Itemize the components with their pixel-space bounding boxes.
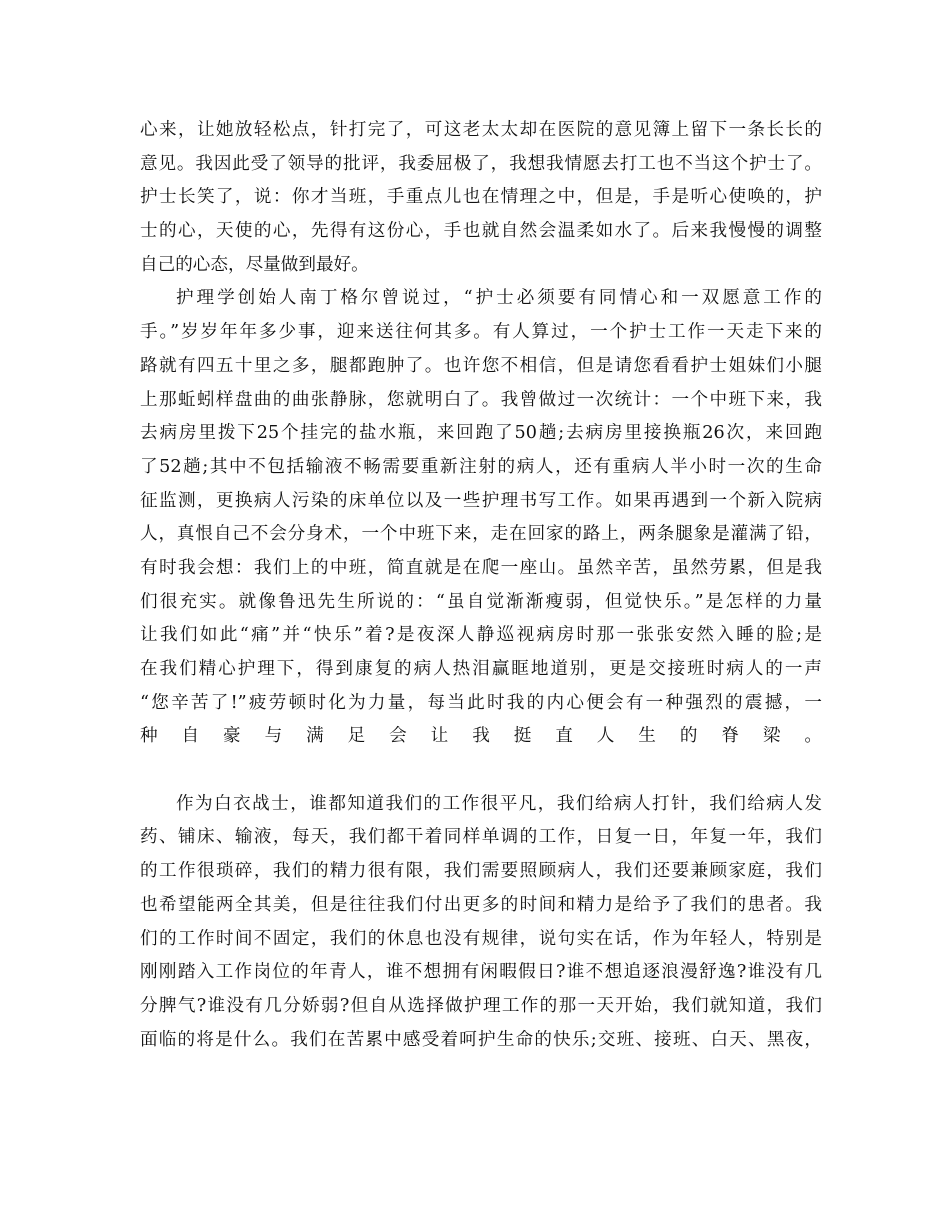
text-line: 在我们精心护理下，得到康复的病人热泪赢眶地道别，更是交接班时病人的一声 — [140, 659, 822, 679]
text-line: 意见。我因此受了领导的批评，我委屈极了，我想我情愿去打工也不当这个护士了。 — [140, 153, 822, 174]
text-line: 的工作很琐碎，我们的精力很有限，我们需要照顾病人，我们还要兼顾家庭，我们 — [140, 861, 822, 882]
text-line: 面临的将是什么。我们在苦累中感受着呵护生命的快乐;交班、接班、白天、黑夜， — [140, 1029, 822, 1050]
text-line: 分脾气?谁没有几分娇弱?但自从选择做护理工作的那一天开始，我们就知道，我们 — [140, 995, 822, 1016]
text-line: 们很充实。就像鲁迅先生所说的：“虽自觉渐渐瘦弱，但觉快乐。”是怎样的力量 — [140, 591, 822, 612]
text-line: 去病房里拨下25个挂完的盐水瓶，来回跑了50趟;去病房里接换瓶26次，来回跑 — [140, 423, 822, 444]
text-line: 也希望能两全其美，但是往往我们付出更多的时间和精力是给予了我们的患者。我 — [140, 894, 822, 915]
text-line: 们的工作时间不固定，我们的休息也没有规律，说句实在话，作为年轻人，特别是 — [140, 928, 822, 949]
text-line: 种自豪与满足会让我挺直人生的脊梁。 — [140, 726, 822, 747]
text-line: 路就有四五十里之多，腿都跑肿了。也许您不相信，但是请您看看护士姐妹们小腿 — [140, 355, 822, 376]
text-line: “您辛苦了!”疲劳顿时化为力量，每当此时我的内心便会有一种强烈的震撼，一 — [140, 692, 822, 713]
text-line: 有时我会想：我们上的中班，简直就是在爬一座山。虽然辛苦，虽然劳累，但是我 — [140, 557, 822, 578]
text-line: 征监测，更换病人污染的床单位以及一些护理书写工作。如果再遇到一个新入院病 — [140, 490, 822, 511]
text-line: 自己的心态，尽量做到最好。 — [140, 254, 369, 275]
text-line: 药、铺床、输液，每天，我们都干着同样单调的工作，日复一日，年复一年，我们 — [140, 827, 822, 848]
text-line: 了52趟;其中不包括输液不畅需要重新注射的病人，还有重病人半小时一次的生命 — [140, 456, 822, 477]
text-line — [140, 754, 822, 788]
document-body — [140, 114, 822, 1057]
text-line: 刚刚踏入工作岗位的年青人，谁不想拥有闲暇假日?谁不想追逐浪漫舒逸?谁没有几 — [140, 962, 822, 983]
text-line: 上那蚯蚓样盘曲的曲张静脉，您就明白了。我曾做过一次统计：一个中班下来，我 — [140, 389, 822, 410]
text-line: 护理学创始人南丁格尔曾说过，“护士必须要有同情心和一双愿意工作的 — [176, 288, 822, 309]
text-line: 让我们如此“痛”并“快乐”着?是夜深人静巡视病房时那一张张安然入睡的脸;是 — [140, 625, 822, 646]
paragraph-2 — [140, 282, 822, 787]
text-line: 护士长笑了，说：你才当班，手重点儿也在情理之中，但是，手是听心使唤的，护 — [140, 187, 822, 208]
paragraph-3 — [140, 788, 822, 1058]
text-line: 作为白衣战士，谁都知道我们的工作很平凡，我们给病人打针，我们给病人发 — [176, 793, 822, 814]
paragraph-1 — [140, 114, 822, 282]
text-line: 手。”岁岁年年多少事，迎来送往何其多。有人算过，一个护士工作一天走下来的 — [140, 322, 822, 343]
text-line: 心来，让她放轻松点，针打完了，可这老太太却在医院的意见簿上留下一条长长的 — [140, 120, 822, 140]
text-line: 人，真恨自己不会分身术，一个中班下来，走在回家的路上，两条腿象是灌满了铅， — [140, 524, 822, 545]
text-line: 士的心，天使的心，先得有这份心，手也就自然会温柔如水了。后来我慢慢的调整 — [140, 221, 822, 242]
